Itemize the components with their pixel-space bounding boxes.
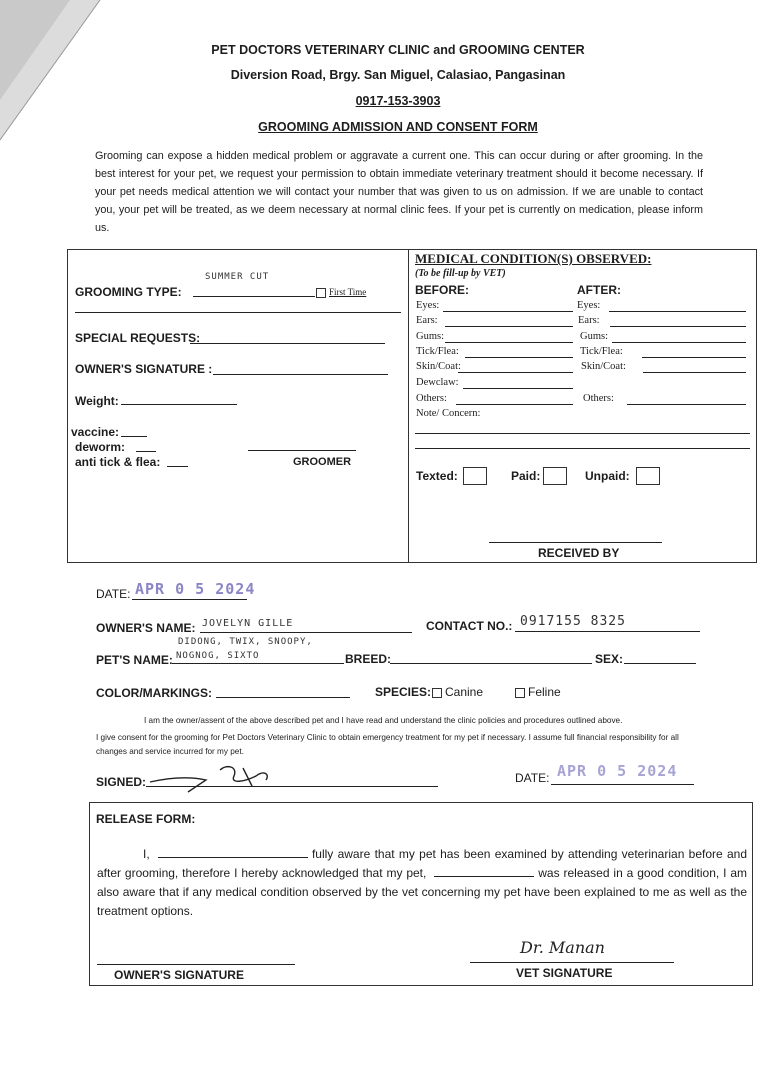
before-item-label: Ears: (416, 315, 438, 326)
owner-signature-field[interactable] (213, 374, 388, 375)
clinic-name: PET DOCTORS VETERINARY CLINIC and GROOMING CENTER (211, 43, 585, 57)
pet-name-value-line1: DIDONG, TWIX, SNOOPY, (178, 637, 313, 647)
panel-divider (408, 249, 409, 562)
contact-value: 0917155 8325 (520, 614, 626, 629)
special-requests-field[interactable] (190, 343, 385, 344)
release-text-a: I, (143, 847, 150, 861)
after-item-label: Skin/Coat: (581, 361, 626, 372)
clinic-phone: 0917-153-3903 (355, 94, 441, 108)
release-text-c: was released in a good condition, I am also aware that if any medical condition observed by the vet concerning my pet have been explained to me as well as the treatment options. (97, 866, 747, 918)
before-item-label: Tick/Flea: (416, 346, 459, 357)
grooming-type-field[interactable] (193, 296, 315, 297)
feline-option[interactable] (515, 685, 561, 699)
signed-label: SIGNED: (96, 775, 147, 789)
pet-name-value-line2: NOGNOG, SIXTO (176, 651, 260, 661)
before-item-field[interactable] (445, 326, 573, 327)
before-item-field[interactable] (445, 342, 573, 343)
consent-line-1: I am the owner/assent of the above described pet and I have read and understand the clinic policies and procedures outlined above. (144, 716, 623, 725)
unpaid-label: Unpaid: (585, 469, 630, 483)
after-item-field[interactable] (609, 311, 746, 312)
after-item-field[interactable] (643, 372, 746, 373)
release-text-b: fully aware that my pet has been examined by attending veterinarian before and after grooming, therefore I hereby acknowledged that my pet, (97, 847, 747, 880)
first-time-option[interactable] (316, 287, 366, 298)
grooming-type-label: GROOMING TYPE: (75, 285, 182, 299)
vaccine-field[interactable] (121, 436, 147, 437)
contact-label: CONTACT NO.: (426, 619, 513, 633)
before-label: BEFORE: (415, 283, 469, 297)
color-field[interactable] (216, 697, 350, 698)
date-label: DATE: (96, 587, 131, 601)
after-item-field[interactable] (642, 357, 746, 358)
sex-label: SEX: (595, 652, 624, 666)
before-item-field[interactable] (465, 357, 573, 358)
after-item-field[interactable] (612, 342, 746, 343)
pet-name-field[interactable] (172, 663, 344, 664)
special-requests-label: SPECIAL REQUESTS: (75, 331, 201, 345)
texted-checkbox[interactable] (463, 467, 487, 485)
after-item-label: Gums: (580, 331, 609, 342)
after-item-label: Others: (583, 393, 614, 404)
contact-field[interactable] (515, 631, 700, 632)
before-item-field[interactable] (463, 388, 573, 389)
vaccine-label: vaccine: (71, 425, 120, 439)
deworm-label: deworm: (75, 440, 126, 454)
release-paragraph (97, 845, 747, 921)
before-item-label: Dewclaw: (416, 377, 459, 388)
first-time-label: First Time (329, 287, 367, 297)
before-item-label: Gums: (416, 331, 445, 342)
after-label: AFTER: (577, 283, 621, 297)
deworm-field[interactable] (136, 451, 156, 452)
paid-checkbox[interactable] (543, 467, 567, 485)
unpaid-checkbox[interactable] (636, 467, 660, 485)
texted-label: Texted: (416, 469, 458, 483)
owner-name-field[interactable] (200, 632, 412, 633)
form-title: GROOMING ADMISSION AND CONSENT FORM (258, 120, 538, 134)
color-label: COLOR/MARKINGS: (96, 686, 212, 700)
after-item-label: Eyes: (577, 300, 601, 311)
first-time-checkbox[interactable] (316, 288, 326, 298)
consent-line-2: I give consent for the grooming for Pet Doctors Veterinary Clinic to obtain emergency treatment for my pet if necessary. I assume full financial responsibility for all changes and service incurred for my pet. (96, 733, 679, 756)
before-item-field[interactable] (443, 311, 573, 312)
owner-signature-label: OWNER'S SIGNATURE : (75, 362, 213, 376)
note-line-1[interactable] (415, 433, 750, 434)
feline-checkbox[interactable] (515, 688, 525, 698)
release-owner-name-field[interactable] (158, 845, 308, 858)
grooming-type-value: SUMMER CUT (205, 272, 270, 282)
received-by-label: RECEIVED BY (538, 546, 620, 560)
after-item-label: Ears: (578, 315, 600, 326)
medical-subtitle: (To be fill-up by VET) (415, 268, 506, 279)
after-item-field[interactable] (610, 326, 746, 327)
release-owner-signature-label: OWNER'S SIGNATURE (114, 968, 244, 982)
medical-title: MEDICAL CONDITION(S) OBSERVED: (415, 251, 652, 266)
signed-date-stamp: APR 0 5 2024 (557, 762, 678, 780)
grooming-type-extra-line[interactable] (75, 312, 401, 313)
feline-label: Feline (528, 685, 561, 699)
before-item-label: Others: (416, 393, 447, 404)
groomer-label: GROOMER (293, 456, 352, 468)
before-item-field[interactable] (458, 372, 573, 373)
species-label: SPECIES: (375, 685, 432, 699)
release-title: RELEASE FORM: (96, 812, 196, 826)
paid-label: Paid: (511, 469, 541, 483)
note-line-2[interactable] (415, 448, 750, 449)
pet-name-label: PET'S NAME: (96, 653, 173, 667)
date-field[interactable] (132, 599, 247, 600)
clinic-address: Diversion Road, Brgy. San Miguel, Calasiao, Pangasinan (230, 68, 566, 82)
release-pet-name-field[interactable] (434, 864, 534, 877)
sex-field[interactable] (624, 663, 696, 664)
weight-field[interactable] (121, 404, 237, 405)
vet-signature-value: Dr. Manan (520, 938, 605, 957)
antitick-field[interactable] (167, 466, 188, 467)
received-by-field[interactable] (489, 542, 662, 543)
release-owner-signature-field[interactable] (97, 964, 295, 965)
before-item-label: Eyes: (416, 300, 440, 311)
after-item-field[interactable] (627, 404, 746, 405)
vet-signature-label: VET SIGNATURE (516, 966, 613, 980)
vet-signature-field[interactable] (470, 962, 674, 963)
owner-name-value: JOVELYN GILLE (202, 618, 294, 629)
antitick-label: anti tick & flea: (75, 455, 161, 469)
date-stamp: APR 0 5 2024 (135, 580, 256, 598)
canine-option[interactable] (432, 685, 483, 699)
canine-checkbox[interactable] (432, 688, 442, 698)
before-item-field[interactable] (456, 404, 573, 405)
groomer-signature-field[interactable] (248, 450, 356, 451)
intro-paragraph: Grooming can expose a hidden medical problem or aggravate a current one. This can occur during or after grooming. In the best interest for your pet, we request your permission to obtain immediate veterinary treatment should it become necessary. If your pet needs medical attention we will contact your number that was given to us on admission. If we are unable to contact you, your pet will be treated, as we deem necessary at normal clinic fees. If your pet is currently on medication, please inform us. (95, 150, 703, 234)
signed-date-field[interactable] (551, 784, 694, 785)
breed-label: BREED: (345, 652, 392, 666)
owner-signature-scribble (148, 760, 288, 796)
after-item-label: Tick/Flea: (580, 346, 623, 357)
before-item-label: Skin/Coat: (416, 361, 461, 372)
owner-name-label: OWNER'S NAME: (96, 621, 196, 635)
weight-label: Weight: (75, 394, 119, 408)
canine-label: Canine (445, 685, 484, 699)
signed-date-label: DATE: (515, 771, 550, 785)
breed-field[interactable] (390, 663, 592, 664)
note-label: Note/ Concern: (416, 408, 481, 419)
